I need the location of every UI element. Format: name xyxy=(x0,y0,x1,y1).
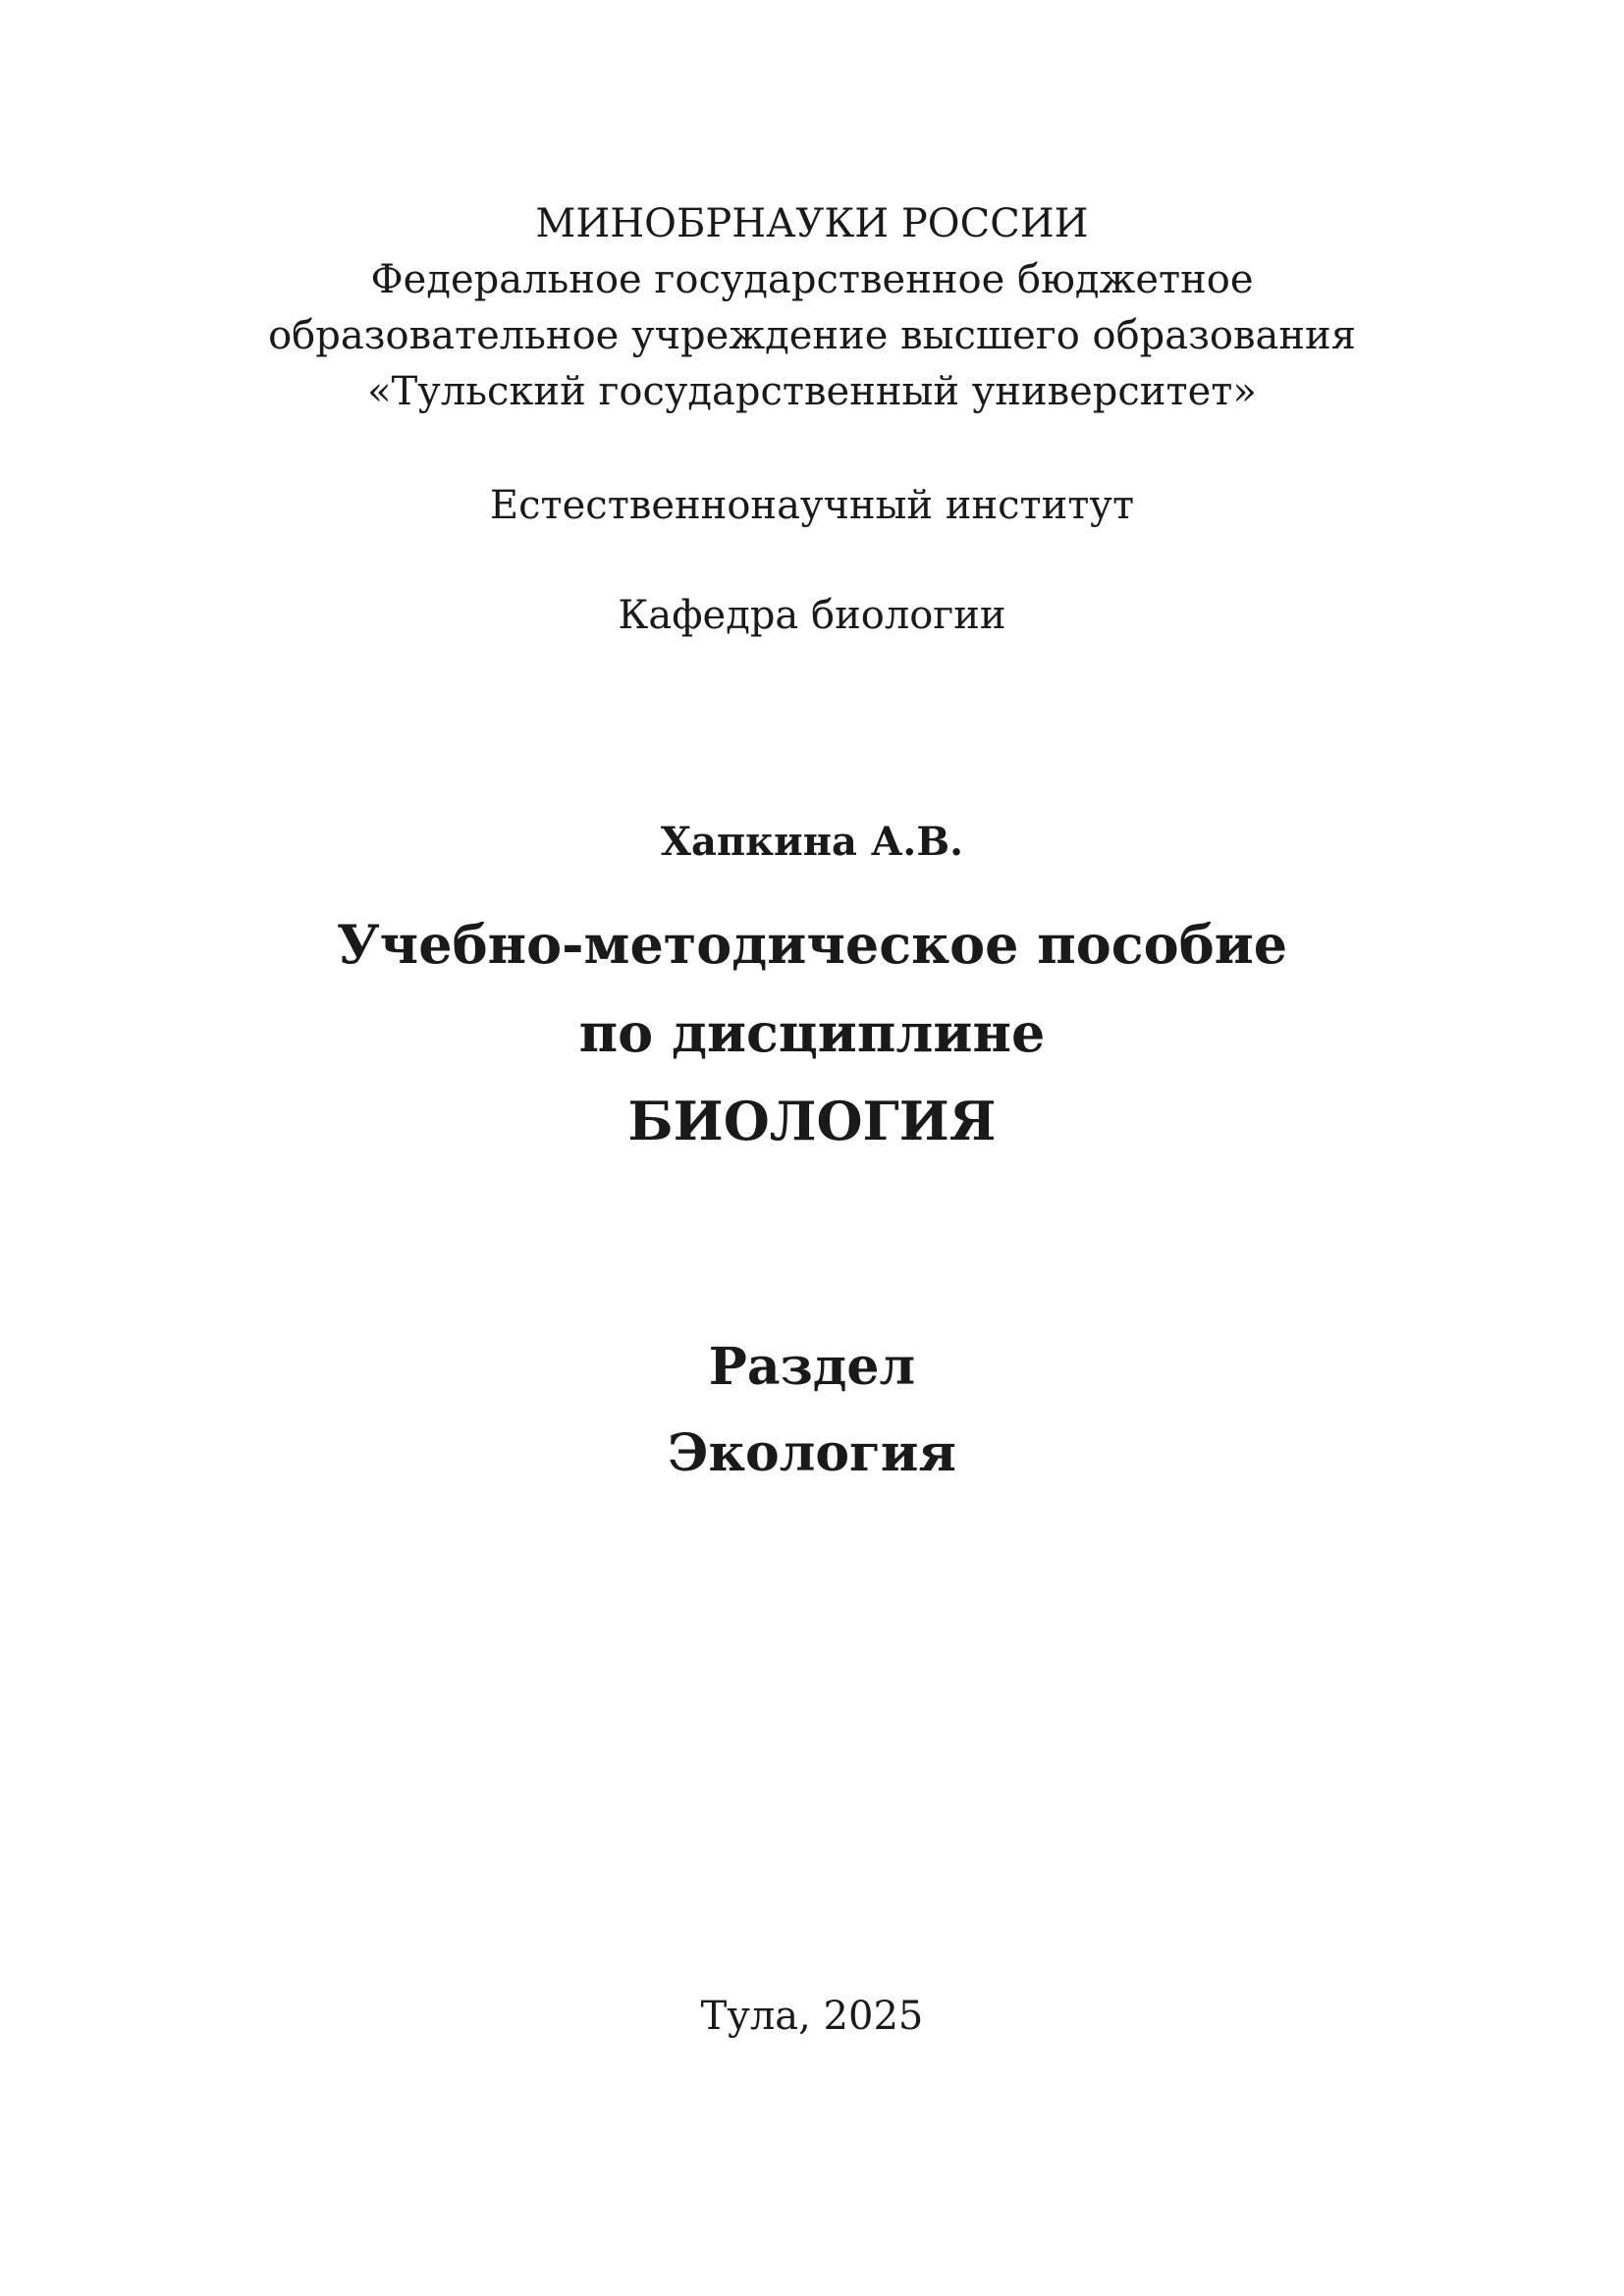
ministry-name: МИНОБРНАУКИ РОССИИ xyxy=(535,201,1089,246)
city-year: Тула, 2025 xyxy=(700,1994,924,2039)
institute-name: Естественнонаучный институт xyxy=(489,483,1135,528)
department-name: Кафедра биологии xyxy=(618,593,1006,638)
title-line-3: БИОЛОГИЯ xyxy=(627,1090,997,1152)
institution-line-2: образовательное учреждение высшего образования xyxy=(268,313,1356,358)
section-label: Раздел xyxy=(708,1337,916,1397)
title-line-2: по дисциплине xyxy=(578,1001,1046,1064)
title-line-1: Учебно-методическое пособие xyxy=(336,913,1288,976)
section-name: Экология xyxy=(668,1423,956,1483)
author-name: Хапкина А.В. xyxy=(660,819,964,865)
institution-line-1: Федеральное государственное бюджетное xyxy=(370,257,1254,302)
university-name: «Тульский государственный университет» xyxy=(367,369,1257,414)
